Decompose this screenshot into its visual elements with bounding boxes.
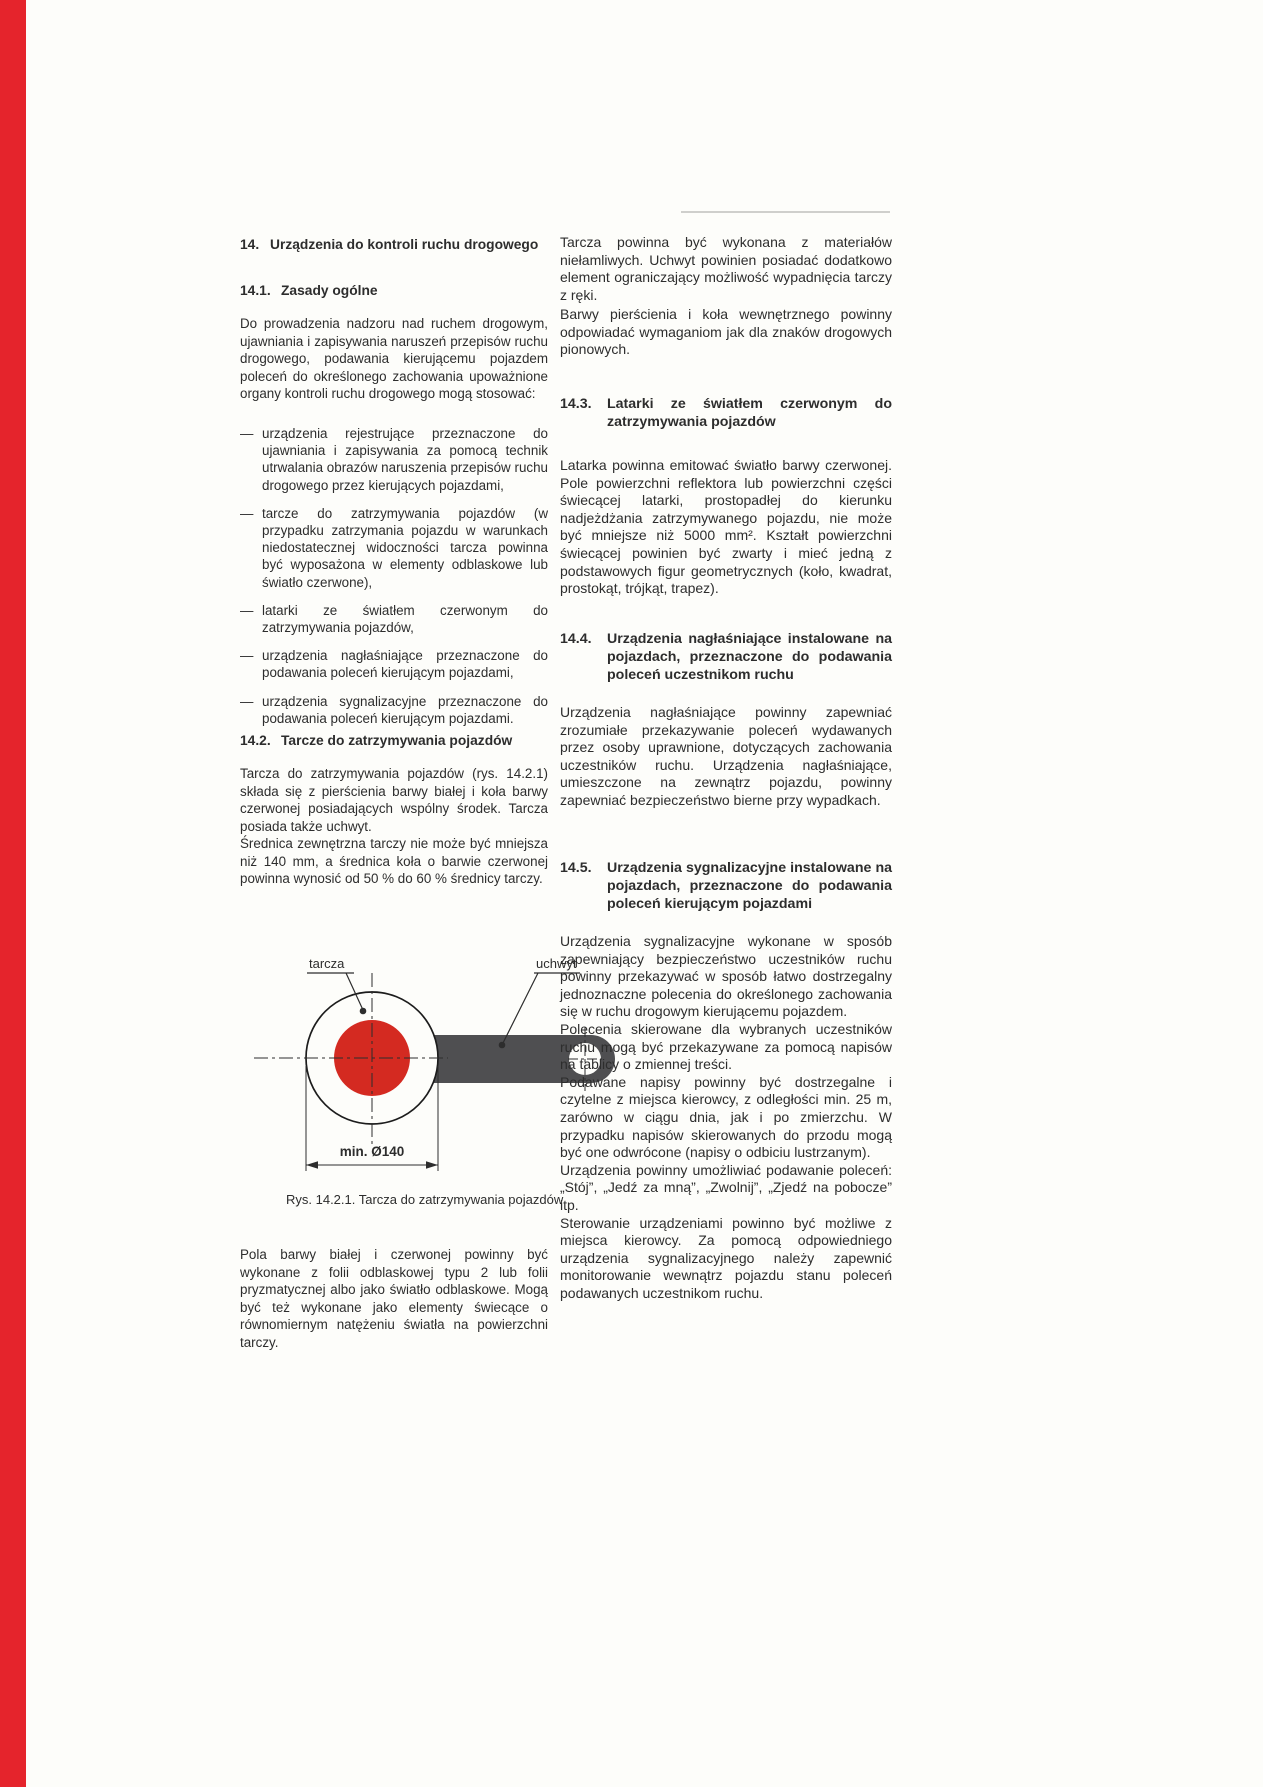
page-edge-red-bar (0, 0, 26, 1787)
section-heading-14-1 (240, 282, 552, 300)
section-number: 14.5. (560, 860, 592, 876)
section-14-2-body (240, 765, 548, 888)
scan-artifact-line (681, 211, 890, 213)
list-item-text: tarcze do zatrzymywania pojazdów (w przypadku zatrzymania pojazdu w warunkach niedostatecznej widoczności tarcza powinna być wyposażona w elementy odblaskowe lub światło czerwone), (262, 505, 548, 590)
list-item-text: urządzenia rejestrujące przeznaczone do ujawniania i zapisywania za pomocą technik utrwalania obrazów naruszenia przepisów ruchu drogowego przez kierujących pojazdami, (262, 426, 548, 493)
list-item (240, 505, 548, 591)
section-title: Urządzenia nagłaśniające instalowane na pojazdach, przeznaczone do podawania poleceń uczestnikom ruchu (607, 631, 892, 683)
paragraph: Sterowanie urządzeniami powinno być możliwe z miejsca kierowcy. Za pomocą odpowiedniego urządzenia sygnalizacyjnego należy zapewnić monitorowanie wewnątrz pojazdu stanu poleceń podawanych uczestnikom ruchu. (560, 1214, 892, 1301)
disc-leader-dot (360, 1008, 367, 1015)
section-heading-14-4 (560, 630, 892, 684)
dimension-label: min. Ø140 (339, 1144, 405, 1159)
list-item (240, 647, 548, 681)
section-number: 14.3. (560, 396, 592, 412)
dimension-arrow-right (426, 1161, 438, 1169)
handle-leader-dot (499, 1042, 506, 1049)
paragraph: Średnica zewnętrzna tarczy nie może być mniejsza niż 140 mm, a średnica koła o barwie czerwonej powinna wynosić od 50 % do 60 % średnicy tarczy. (240, 836, 548, 886)
paragraph-disc-handle: Tarcza powinna być wykonana z materiałów niełamliwych. Uchwyt powinien posiadać dodatkowo element ograniczający możliwość wypadnięcia tarczy z ręki. (560, 234, 892, 303)
chapter-heading (240, 236, 556, 253)
paragraph: Polecenia skierowane dla wybranych uczestników ruchu mogą być przekazywane za pomocą napisów na tablicy o zmiennej treści. (560, 1020, 892, 1073)
paragraph-disc-materials: Pola barwy białej i czerwonej powinny być wykonane z folii odblaskowej typu 2 lub folii pryzmatycznej albo jako światło odblaskowe. Mogą być też wykonane jako elementy świecące o równomiernym natężeniu światła na powierzchni tarczy. (240, 1247, 548, 1350)
handle-label: uchwyt (536, 956, 577, 971)
dash-marker: — (240, 602, 254, 618)
list-item (240, 602, 548, 636)
list-item-text: urządzenia nagłaśniające przeznaczone do podawania poleceń kierującym pojazdami, (262, 648, 548, 681)
dash-marker: — (240, 426, 254, 441)
section-heading-14-2 (240, 732, 552, 750)
section-heading-14-3 (560, 395, 892, 431)
section-14-5-body (560, 933, 892, 1302)
paragraph: Tarcza do zatrzymywania pojazdów (rys. 14.2.1) składa się z pierścienia barwy białej i koła barwy czerwonej posiadających wspólny środek. Tarcza posiada także uchwyt. (240, 766, 548, 834)
list-item (240, 693, 548, 727)
list-item-text: latarki ze światłem czerwonym do zatrzymywania pojazdów, (262, 602, 548, 636)
section-title: Latarki ze światłem czerwonym do zatrzymywania pojazdów (607, 396, 892, 430)
section-title: Urządzenia sygnalizacyjne instalowane na pojazdach, przeznaczone do podawania poleceń kierującym pojazdami (607, 860, 892, 912)
section-number: 14.1. (240, 283, 271, 298)
dimension-arrow-left (306, 1161, 318, 1169)
paragraph-flashlight: Latarka powinna emitować światło barwy czerwonej. Pole powierzchni reflektora lub powierzchni części świecącej latarki, prostopadłej do kierunku nadjeżdżania zatrzymywanego pojazdu, nie może być mniejsze niż 5000 mm². Kształt powierzchni świecącej powinien być zwarty i mieć jedną z podstawowych figur geometrycznych (koło, kwadrat, prostokąt, trójkąt, trapez). (560, 457, 892, 597)
paragraph: Urządzenia sygnalizacyjne wykonane w sposób zapewniający bezpieczeństwo uczestników ruchu powinny przekazywać w sposób łatwo dostrzegalny jednoznaczne polecenia do określonego zachowania się w ruchu drogowym kierującemu pojazdem. (560, 933, 892, 1020)
section-title: Tarcze do zatrzymywania pojazdów (281, 733, 513, 748)
chapter-number: 14. (240, 237, 260, 252)
paragraph-intro: Do prowadzenia nadzoru nad ruchem drogowym, ujawniania i zapisywania naruszeń przepisów ruchu drogowego, podawania kierującemu pojazdem poleceń do określonego zachowania upoważnione organy kontroli ruchu drogowego mogą stosować: (240, 316, 548, 401)
list-item-text: urządzenia sygnalizacyjne przeznaczone do podawania poleceń kierującym pojazdami. (262, 693, 548, 726)
paragraph-loudspeakers: Urządzenia nagłaśniające powinny zapewniać zrozumiałe przekazywanie poleceń wydawanych przez osoby uprawnione, dotyczących zachowania uczestników ruchu. Urządzenia nagłaśniające, umieszczone na zewnątrz pojazdu, powinny zapewniać bezpieczeństwo bierne przy wypadkach. (560, 704, 892, 808)
paragraph: Urządzenia powinny umożliwiać podawanie poleceń: „Stój”, „Jedź za mną”, „Zwolnij”, „Zjedź na pobocze” itp. (560, 1161, 892, 1213)
dash-marker: — (240, 693, 254, 709)
section-heading-14-5 (560, 859, 892, 913)
section-title: Zasady ogólne (281, 283, 378, 298)
section-number: 14.4. (560, 631, 592, 647)
chapter-title: Urządzenia do kontroli ruchu drogowego (270, 237, 539, 252)
disc-label: tarcza (309, 956, 345, 971)
paragraph: Podawane napisy powinny być dostrzegalne i czytelne z miejsca kierowcy, z odległości min. 25 m, zarówno w ciągu dnia, jak i po zmierzchu. W przypadku napisów skierowanych do przodu mogą być one odwrócone (napisy o odbiciu lustrzanym). (560, 1073, 892, 1161)
section-number: 14.2. (240, 733, 271, 748)
paragraph-ring-colors: Barwy pierścienia i koła wewnętrznego powinny odpowiadać wymaganiom jak dla znaków drogowych pionowych. (560, 306, 892, 358)
figure-caption: Rys. 14.2.1. Tarcza do zatrzymywania pojazdów (286, 1192, 564, 1207)
dash-marker: — (240, 505, 254, 521)
dash-marker: — (240, 648, 254, 664)
list-item (240, 425, 548, 494)
bullet-list (240, 425, 548, 727)
